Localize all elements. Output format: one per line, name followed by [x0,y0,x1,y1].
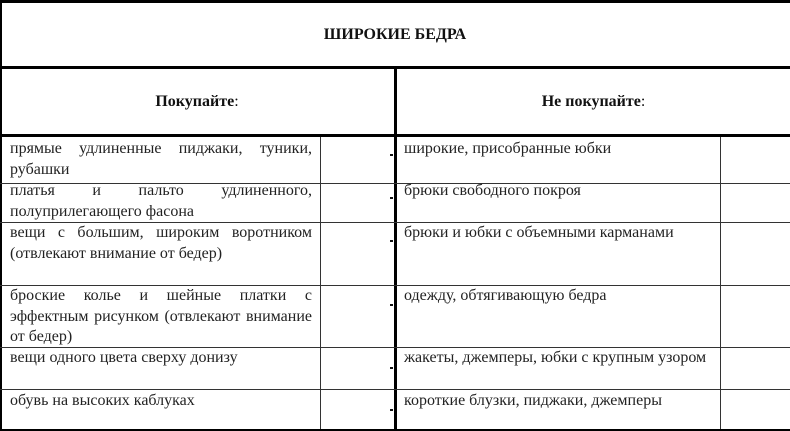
buy-cell: обувь на высоких каблуках [10,392,195,409]
left-empty-column-line [320,137,321,431]
buy-cell: броские колье и шейные платки с эффектным рисунком (отвлекают внимание от бедер) [10,287,312,345]
dont-buy-cell: брюки и юбки с объемными карманами [404,224,674,241]
column-header-dont-buy [397,70,790,134]
column-header-buy-colon: : [234,93,239,110]
dont-buy-cell: короткие блузки, пиджаки, джемперы [404,392,662,409]
column-header-buy [0,70,394,134]
buy-cell: прямые удлиненные пиджаки, туники, рубашки [10,140,312,178]
tick-mark [390,367,393,369]
dont-buy-cell: брюки свободного покроя [404,182,581,199]
tick-mark [390,197,393,199]
buy-cell: платья и пальто удлиненного, полуприлегающего фасона [10,182,312,220]
tick-mark [390,240,393,242]
dont-buy-cell: широкие, присобранные юбки [404,140,612,157]
tick-mark [390,154,393,156]
dont-buy-cell: одежду, обтягивающую бедра [404,287,607,304]
right-empty-column-line [720,137,721,431]
buy-cell: вещи одного цвета сверху донизу [10,349,238,366]
column-header-dont-buy-label: Не покупайте [541,93,641,110]
dont-buy-cell: жакеты, джемперы, юбки с крупным узором [404,349,707,366]
column-header-buy-label: Покупайте [155,93,235,110]
buy-cell: вещи с большим, широким воротником (отвлекают внимание от бедер) [10,224,312,262]
row-separator [0,389,790,390]
table-title: ШИРОКИЕ БЕДРА [323,26,467,43]
column-header-dont-buy-colon: : [640,93,646,110]
tick-mark [390,409,393,411]
tick-mark [390,304,393,306]
